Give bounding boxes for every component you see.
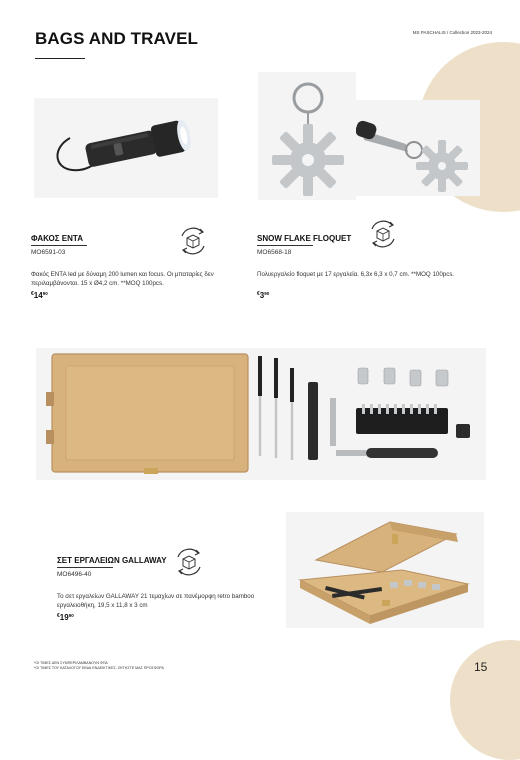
price-whole: 19 xyxy=(59,613,69,622)
snowflake-tool-illustration xyxy=(258,72,356,200)
price-cents: 90 xyxy=(42,291,48,296)
product-code: MO6496-40 xyxy=(57,571,92,578)
product-description: Φακός ENTA led με δύναμη 200 lumen και focus. Οι μπαταρίες δεν περιλαμβάνονται. 15 x Ø4,2 cm. **MOQ 100pcs. xyxy=(31,271,214,287)
page-number: 15 xyxy=(474,660,488,674)
price-whole: 14 xyxy=(33,291,43,300)
product-description: Το σετ εργαλείων GALLAWAY 21 τεμαχίων σε πανέμορφη retro bamboo εργαλειοθήκη, 19,5 x 11,8 x 3 cm xyxy=(57,593,255,609)
title-underline xyxy=(35,58,85,59)
product-code: MO6568-18 xyxy=(257,249,292,256)
product-price xyxy=(257,291,269,300)
footnote-vat: *ΟΙ ΤΙΜΕΣ ΔΕΝ ΣΥΜΠΕΡΙΛΑΜΒΑΝΟΥΝ ΦΠΑ xyxy=(34,661,108,665)
footnote-indicative-prices: *ΟΙ ΤΙΜΕΣ ΤΟΥ ΚΑΤΑΛΟΓΟΥ ΕΙΝΑΙ ΕΝΔΕΙΚΤΙΚΕΣ, ΖΗΤΗΣΤΕ ΜΑΣ ΠΡΟΣΦΟΡΑ xyxy=(34,666,164,670)
price-whole: 3 xyxy=(259,291,265,300)
snowflake-multitool-photo xyxy=(258,72,356,200)
page-title: BAGS AND TRAVEL xyxy=(35,29,198,48)
recycle-box-icon xyxy=(366,217,400,251)
catalog-meta: MS PASCHALIS / Collection 2023-2024 xyxy=(412,30,492,35)
decorative-beige-corner xyxy=(450,640,520,760)
recycle-box-icon xyxy=(172,545,206,579)
price-cents: 90 xyxy=(264,291,270,296)
product-name-underline xyxy=(257,245,313,246)
flashlight-photo xyxy=(34,98,218,198)
price-currency: € xyxy=(257,291,260,297)
product-name: ΦΑΚΟΣ ΕΝΤΑ xyxy=(31,234,83,243)
product-name: ΣΕΤ ΕΡΓΑΛΕΙΩΝ GALLAWAY xyxy=(57,556,167,565)
product-name-underline xyxy=(31,245,87,246)
footnotes xyxy=(34,661,164,671)
product-name: SNOW FLAKE FLOQUET xyxy=(257,234,352,243)
product-price xyxy=(31,291,48,300)
product-name-underline xyxy=(57,567,113,568)
keys-illustration xyxy=(356,100,480,196)
price-currency: € xyxy=(57,613,60,619)
recycle-box-icon xyxy=(176,224,210,258)
bamboo-box-illustration xyxy=(286,512,484,628)
toolset-contents-photo xyxy=(36,348,486,480)
toolset-illustration xyxy=(36,348,486,480)
price-cents: 90 xyxy=(68,613,74,618)
toolset-box-photo xyxy=(286,512,484,628)
flashlight-illustration xyxy=(34,98,218,198)
price-currency: € xyxy=(31,291,34,297)
product-price xyxy=(57,613,74,622)
snowflake-with-keys-photo xyxy=(356,100,480,196)
product-description: Πολυεργαλείο floquet με 17 εργαλεία. 6,3x 6,3 x 0,7 cm. **MOQ 100pcs. xyxy=(257,271,455,278)
product-code: MO6591-03 xyxy=(31,249,66,256)
